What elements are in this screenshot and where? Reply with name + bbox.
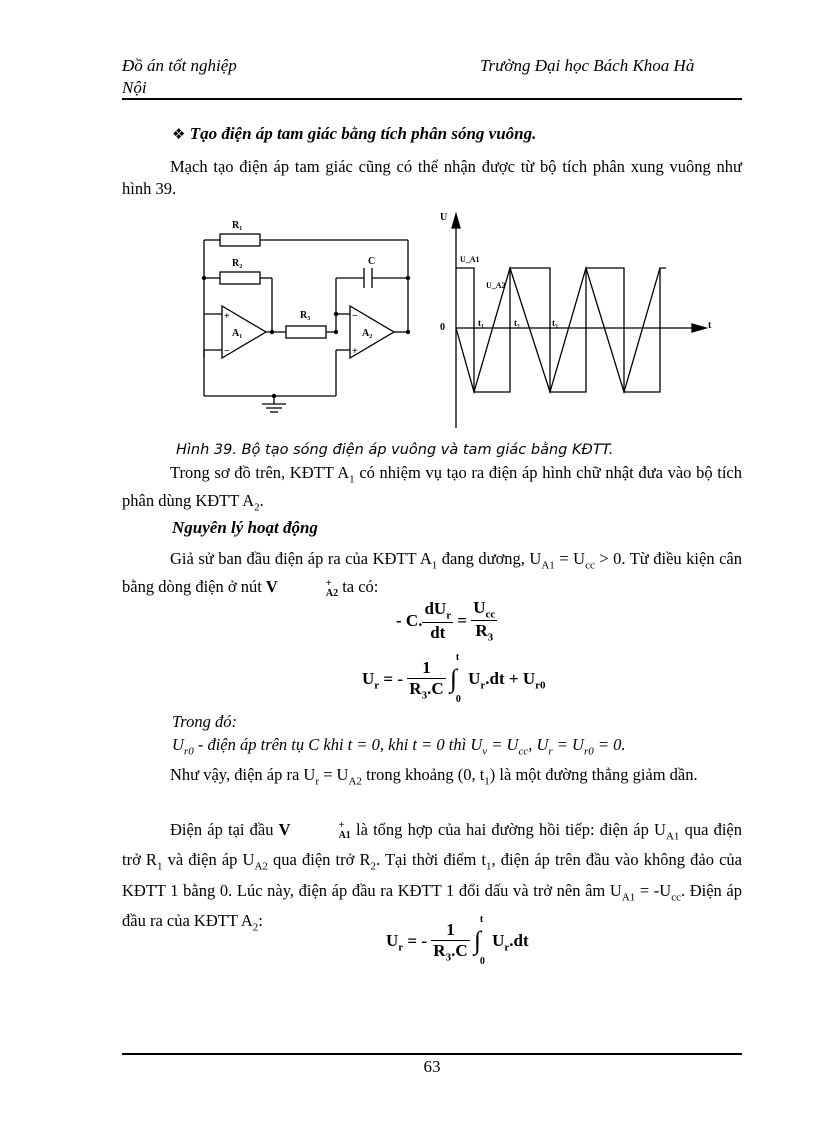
resistor-r1	[220, 234, 260, 246]
header-left-line1: Đồ án tốt nghiệp	[122, 56, 237, 75]
paragraph-1: Trong sơ đồ trên, KĐTT $A_1$ có nhiệm vụ tạo ra điện áp hình chữ nhật đưa vào bộ tích phân dùng KĐTT $A_2$.	[122, 463, 742, 514]
resistor-r2	[220, 272, 260, 284]
label-r3: R₃	[300, 310, 311, 321]
section-title-text: Tạo điện áp tam giác bằng tích phân sóng vuông.	[189, 124, 537, 143]
label-t3: t₃	[552, 318, 558, 328]
label-r2: R₂	[232, 258, 243, 269]
figure-caption: Hình 39. Bộ tạo sóng điện áp vuông và tam giác bằng KĐTT.	[176, 442, 614, 458]
resistor-r3	[286, 326, 326, 338]
paragraph-3: Như vậy, điện áp ra $U_r = U_{A2}$ trong khoảng (0, $t_1$) là một đường thẳng giảm dần.	[170, 765, 698, 788]
label-t1: t₁	[478, 318, 484, 328]
label-a1-minus: −	[224, 346, 230, 357]
axis-label-zero: 0	[440, 322, 445, 333]
ur0-definition: $U_{r0}$ - điện áp trên tụ C khi t = 0, khi t = 0 thì $U_v = U_{cc}$, $U_r = U_{r0} = 0$.	[172, 735, 626, 758]
label-ua2: U_A2	[486, 281, 506, 290]
axis-label-u: U	[440, 212, 448, 223]
formula-1: - C. $\frac{dU_r}{dt}$ = $\frac{U_{cc}}{R_3}$	[396, 598, 496, 644]
label-a1-plus: +	[224, 311, 230, 322]
label-c: C	[368, 256, 376, 267]
label-ua1: U_A1	[460, 255, 480, 264]
label-a2-minus: −	[352, 311, 358, 322]
paragraph-4: Điện áp tại đầu V + A1 là tổng hợp của hai đường hồi tiếp: điện áp $U_{A1}$ qua điện trở $R_1$ và điện áp $U_{A2}$ qua điện trở $R_2$. Tại thời điểm $t_1$, điện áp trên đầu vào không đảo của KĐTT 1 bằng 0. Lúc này, điện áp đầu ra KĐTT 1 đổi dấu và trở nên âm $U_{A1} = -U_{cc}$. Điện áp đầu ra của KĐTT $A_2$:	[122, 820, 742, 934]
label-a1: A₁	[232, 328, 243, 339]
header-left	[122, 56, 237, 98]
section-title	[172, 124, 536, 144]
integral-sign: t ∫ 0	[473, 913, 485, 967]
label-a2-plus: +	[352, 346, 358, 357]
footer-rule	[122, 1053, 742, 1055]
circuit-diagram	[196, 206, 426, 416]
page-number: 63	[423, 1057, 441, 1076]
paragraph-2: Giả sử ban đầu điện áp ra của KĐTT $A_1$ đang dương, $U_{A1} = U_{cc} > 0$. Từ điều kiện cân bằng dòng điện ở nút V + A2 ta có:	[122, 549, 742, 599]
formula-3: $U_r$ = - $\frac{1}{R_3.C}$ t ∫ 0 $U_r.dt$	[386, 913, 529, 967]
intro-paragraph: Mạch tạo điện áp tam giác cũng có thể nhận được từ bộ tích phân xung vuông như hình 39.	[122, 157, 742, 198]
integral-sign: t ∫ 0	[449, 651, 461, 705]
axis-label-t: t	[708, 320, 712, 331]
header-rule	[122, 98, 742, 100]
label-a2: A₂	[362, 328, 373, 339]
label-r1: R₁	[232, 220, 243, 231]
trong-do-label: Trong đó:	[172, 712, 237, 731]
diamond-bullet-icon: ❖	[172, 125, 186, 143]
label-t2: t₂	[514, 318, 520, 328]
header-right: Trường Đại học Bách Khoa Hà	[480, 56, 695, 75]
subtitle: Nguyên lý hoạt động	[172, 518, 318, 537]
waveform-diagram	[434, 206, 724, 431]
formula-2: $U_r$ = - $\frac{1}{R_3.C}$ t ∫ 0 $U_r.dt + U_{r0}$	[362, 651, 546, 705]
header-left-line2: Nội	[122, 78, 147, 97]
